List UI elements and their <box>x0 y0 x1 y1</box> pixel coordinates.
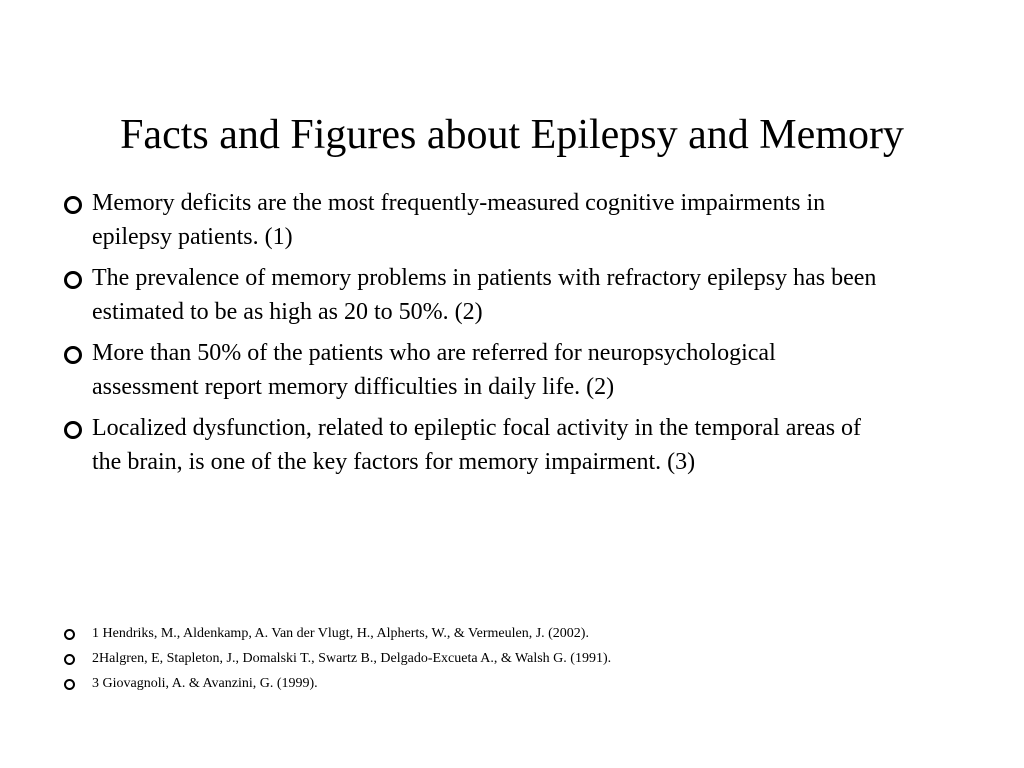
reference-list <box>62 624 942 699</box>
bullet-list <box>62 186 882 486</box>
ring-bullet-icon <box>64 654 75 665</box>
reference-text: 3 Giovagnoli, A. & Avanzini, G. (1999). <box>92 676 318 691</box>
ring-bullet-icon <box>64 346 82 364</box>
bullet-item <box>62 261 882 329</box>
bullet-item <box>62 411 882 479</box>
bullet-text: Memory deficits are the most frequently-measured cognitive impairments in epilepsy patients. (1) <box>92 190 826 250</box>
bullet-item <box>62 336 882 404</box>
reference-item <box>62 649 942 669</box>
ring-bullet-icon <box>64 271 82 289</box>
ring-bullet-icon <box>64 679 75 690</box>
reference-text: 2Halgren, E, Stapleton, J., Domalski T., Swartz B., Delgado-Excueta A., & Walsh G. (1991). <box>92 651 612 666</box>
reference-item <box>62 674 942 694</box>
bullet-text: More than 50% of the patients who are referred for neuropsychological assessment report memory difficulties in daily life. (2) <box>92 340 776 400</box>
slide-title: Facts and Figures about Epilepsy and Memory <box>120 112 904 158</box>
reference-item <box>62 624 942 644</box>
bullet-text: The prevalence of memory problems in patients with refractory epilepsy has been estimated to be as high as 20 to 50%. (2) <box>92 265 877 325</box>
ring-bullet-icon <box>64 196 82 214</box>
bullet-text: Localized dysfunction, related to epileptic focal activity in the temporal areas of the brain, is one of the key factors for memory impairment. (3) <box>92 415 862 475</box>
bullet-item <box>62 186 882 254</box>
reference-text: 1 Hendriks, M., Aldenkamp, A. Van der Vlugt, H., Alpherts, W., & Vermeulen, J. (2002). <box>92 626 589 641</box>
ring-bullet-icon <box>64 629 75 640</box>
ring-bullet-icon <box>64 421 82 439</box>
